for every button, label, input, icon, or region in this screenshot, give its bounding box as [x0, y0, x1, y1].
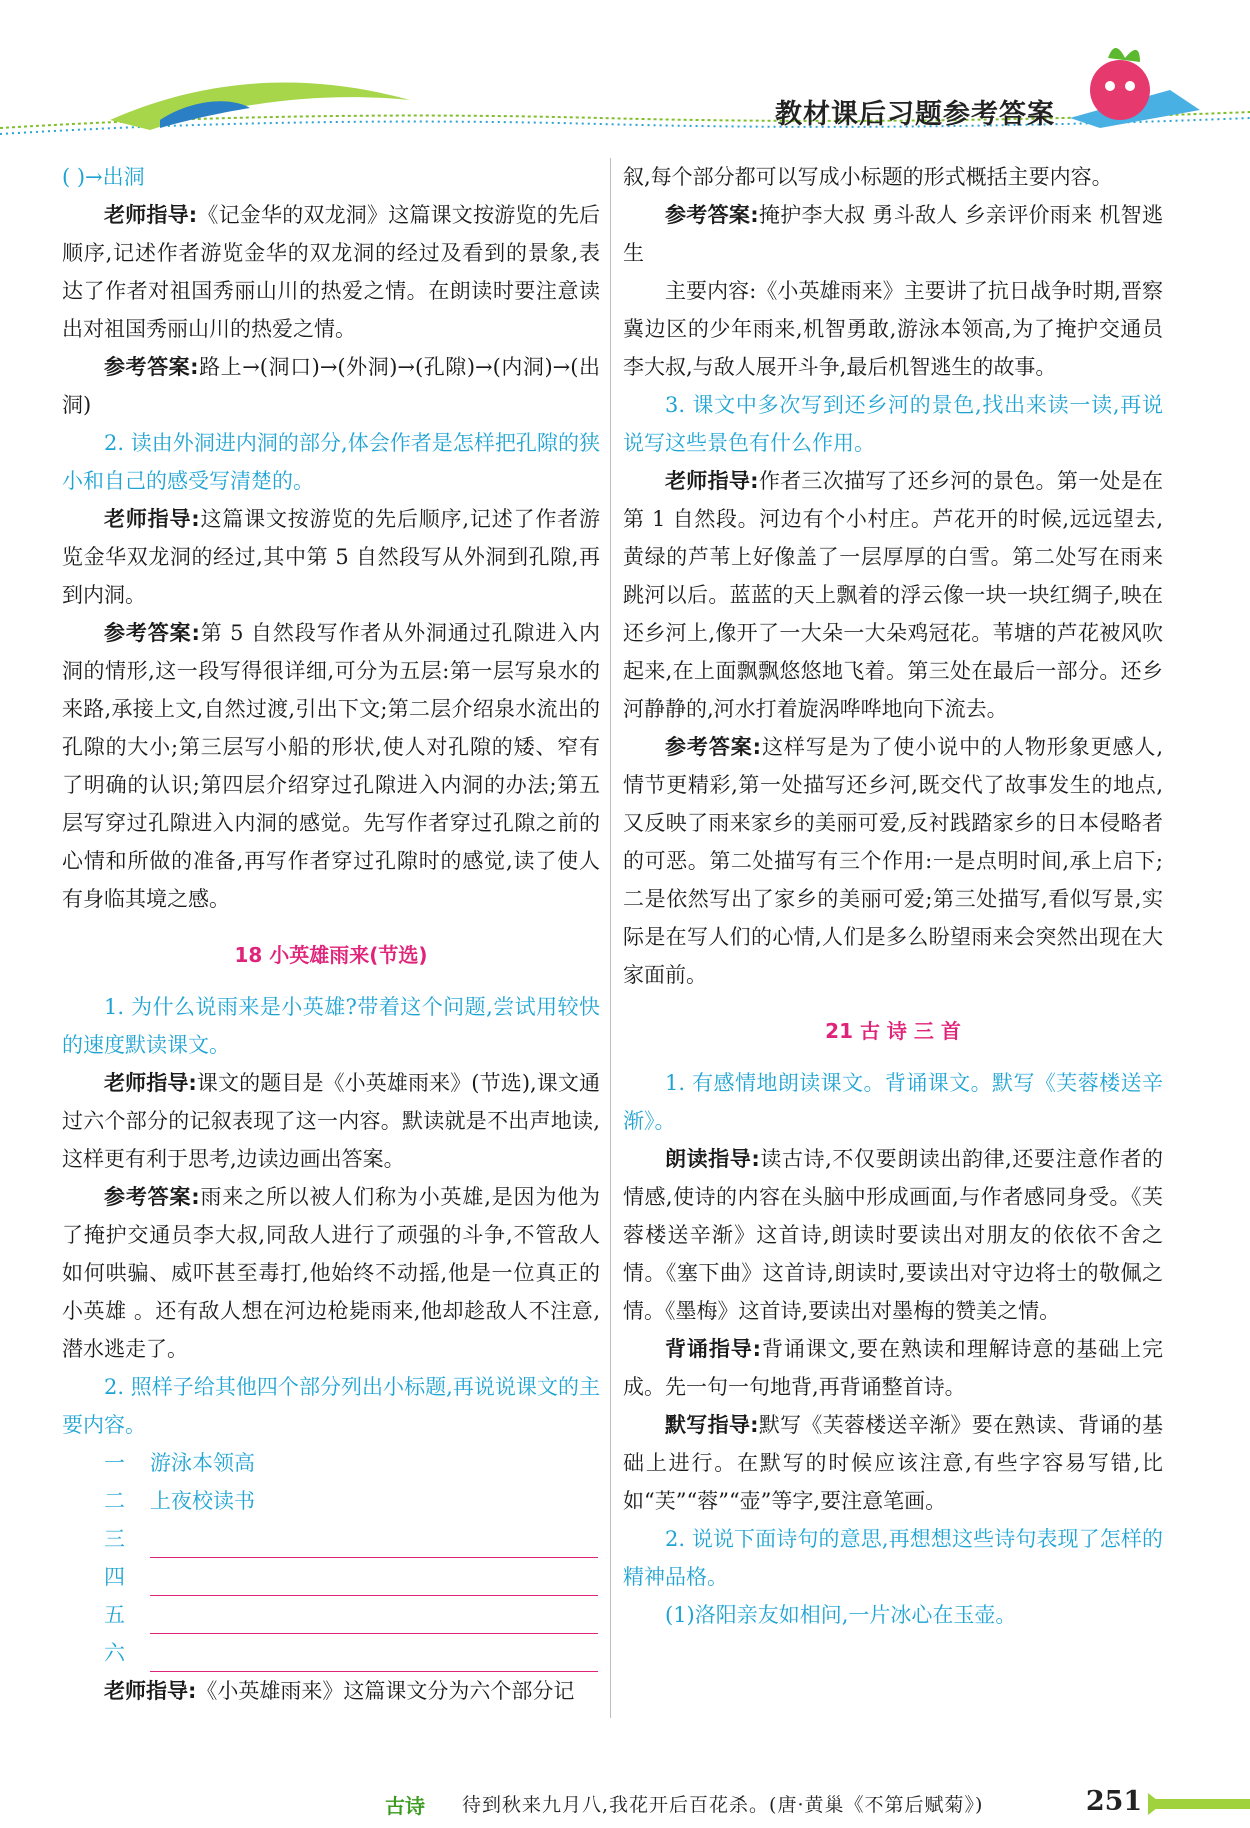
reference-answer-paragraph [62, 348, 600, 424]
label: 朗读指导: [665, 1147, 760, 1171]
section-title-18: 18 小英雄雨来(节选) [234, 943, 428, 967]
part-heading-row [62, 1444, 600, 1482]
part-title: 上夜校读书 [150, 1489, 255, 1513]
label: 参考答案: [104, 1185, 200, 1209]
part-title: 游泳本领高 [150, 1451, 255, 1475]
part-number: 五 [104, 1603, 125, 1627]
paragraph-text: 课文的题目是《小英雄雨来》(节选),课文通过六个部分的记叙表现了这一内容。默读就是不出声地读,这样更有利于思考,边读边画出答案。 [62, 1071, 600, 1171]
page-title: 教材课后习题参考答案 [775, 99, 1055, 130]
page-number: 251 [1085, 1786, 1143, 1817]
label: 背诵指导: [665, 1337, 762, 1361]
paragraph-text: 作者三次描写了还乡河的景色。第一处是在第 1 自然段。河边有个小村庄。芦花开的时候,远远望去,黄绿的芦苇上好像盖了一层厚厚的白雪。第二处写在雨来跳河以后。蓝蓝的天上飘着的浮云像一块一块红绸子,映在还乡河上,像开了一大朵一大朵鸡冠花。苇塘的芦花被风吹起来,在上面飘飘悠悠地飞着。第三处在最后一部分。还乡河静静的,河水打着旋涡哗哗地向下流去。 [623, 469, 1163, 721]
column-divider [610, 158, 611, 1718]
paragraph-continuation: 叙,每个部分都可以写成小标题的形式概括主要内容。 [623, 165, 1113, 189]
paragraph-text: 雨来之所以被人们称为小英雄,是因为他为了掩护交通员李大叔,同敌人进行了顽强的斗争,不管敌人如何哄骗、威吓甚至毒打,他始终不动摇,他是一位真正的小英雄 。还有敌人想在河边枪毙雨来,他却趁敌人不注意,潜水逃走了。 [62, 1185, 600, 1361]
label: 老师指导: [104, 507, 200, 531]
part-heading-row [62, 1520, 600, 1558]
leaf-ribbon-icon [110, 83, 410, 130]
question-3: 3. 课文中多次写到还乡河的景色,找出来读一读,再说说写这些景色有什么作用。 [623, 393, 1163, 455]
teacher-guide-paragraph [62, 1672, 600, 1710]
paragraph-text: 掩护李大叔 勇斗敌人 乡亲评价雨来 机智逃生 [623, 203, 1163, 265]
label: 参考答案: [665, 735, 762, 759]
blank-answer-line [150, 1643, 598, 1672]
question-21-1: 1. 有感情地朗读课文。背诵课文。默写《芙蓉楼送辛渐》。 [623, 1071, 1163, 1133]
section-title-21: 21 古 诗 三 首 [825, 1019, 961, 1043]
part-heading-row [62, 1596, 600, 1634]
paragraph-text: 《记金华的双龙洞》这篇课文按游览的先后顺序,记述作者游览金华的双龙洞的经过及看到的景象,表达了作者对祖国秀丽山川的热爱之情。在朗读时要注意读出对祖国秀丽山川的热爱之情。 [62, 203, 600, 341]
reference-answer-paragraph [623, 196, 1163, 272]
label: 老师指导: [104, 1071, 197, 1095]
question-21-2: 2. 说说下面诗句的意思,再想想这些诗句表现了怎样的精神品格。 [623, 1527, 1163, 1589]
question-21-2-item-1: (1)洛阳亲友如相问,一片冰心在玉壶。 [665, 1603, 1017, 1627]
blank-answer-line [150, 1605, 598, 1634]
label: 默写指导: [665, 1413, 759, 1437]
teacher-guide-paragraph [623, 462, 1163, 728]
footer-poem-quote: 待到秋来九月八,我花开后百花杀。(唐·黄巢《不第后赋菊》) [462, 1794, 984, 1816]
part-headings-list [62, 1444, 600, 1672]
reference-answer-paragraph [623, 728, 1163, 994]
teacher-guide-paragraph [62, 196, 600, 348]
blank-answer-line [150, 1567, 598, 1596]
left-column [62, 158, 600, 1710]
recitation-guide-paragraph [623, 1330, 1163, 1406]
label: 老师指导: [104, 203, 198, 227]
label: 参考答案: [104, 621, 200, 645]
part-heading-row [62, 1634, 600, 1672]
part-heading-row [62, 1558, 600, 1596]
part-number: 四 [104, 1565, 125, 1589]
footer-poem-label: 古诗 [385, 1794, 425, 1818]
main-content-paragraph: 主要内容:《小英雄雨来》主要讲了抗日战争时期,晋察冀边区的少年雨来,机智勇敢,游泳本领高,为了掩护交通员李大叔,与敌人展开斗争,最后机智逃生的故事。 [623, 279, 1163, 379]
reference-answer-paragraph [62, 1178, 600, 1368]
reading-guide-paragraph [623, 1140, 1163, 1330]
right-column [623, 158, 1163, 1634]
paragraph-text: 《小英雄雨来》这篇课文分为六个部分记 [196, 1679, 575, 1703]
question-18-1: 1. 为什么说雨来是小英雄?带着这个问题,尝试用较快的速度默读课文。 [62, 995, 600, 1057]
paragraph-text: 这篇课文按游览的先后顺序,记述了作者游览金华双龙洞的经过,其中第 5 自然段写从外洞到孔隙,再到内洞。 [62, 507, 600, 607]
paragraph-text: 读古诗,不仅要朗读出韵律,还要注意作者的情感,使诗的内容在头脑中形成画面,与作者感同身受。《芙蓉楼送辛渐》这首诗,朗读时要读出对朋友的依依不舍之情。《塞下曲》这首诗,朗读时,要读出对守边将士的敬佩之情。《墨梅》这首诗,要读出对墨梅的赞美之情。 [623, 1147, 1163, 1323]
paragraph-text: 背诵课文,要在熟读和理解诗意的基础上完成。先一句一句地背,再背诵整首诗。 [623, 1337, 1163, 1399]
label: 参考答案: [665, 203, 759, 227]
part-number: 六 [104, 1641, 125, 1665]
header-decoration [0, 0, 1250, 160]
radish-mascot-icon [1090, 60, 1150, 120]
label: 老师指导: [665, 469, 759, 493]
question-2: 2. 读由外洞进内洞的部分,体会作者是怎样把孔隙的狭小和自己的感受写清楚的。 [62, 431, 600, 493]
paragraph-text: 路上→(洞口)→(外洞)→(孔隙)→(内洞)→(出洞) [62, 355, 600, 417]
label: 老师指导: [104, 1679, 197, 1703]
part-number: 二 [104, 1489, 125, 1513]
question-18-2: 2. 照样子给其他四个部分列出小标题,再说说课文的主要内容。 [62, 1375, 600, 1437]
paragraph-text: 这样写是为了使小说中的人物形象更感人,情节更精彩,第一处描写还乡河,既交代了故事发生的地点,又反映了雨来家乡的美丽可爱,反衬践踏家乡的日本侵略者的可恶。第二处描写有三个作用:一是点明时间,承上启下;二是依然写出了家乡的美丽可爱;第三处描写,看似写景,实际是在写人们的心情,人们是多么盼望雨来会突然出现在大家面前。 [623, 735, 1163, 987]
answer-line-fragment: ( )→出洞 [62, 165, 145, 189]
dictation-guide-paragraph [623, 1406, 1163, 1520]
part-number: 三 [104, 1527, 125, 1551]
paragraph-text: 第 5 自然段写作者从外洞通过孔隙进入内洞的情形,这一段写得很详细,可分为五层:第一层写泉水的来路,承接上文,自然过渡,引出下文;第二层介绍泉水流出的孔隙的大小;第三层写小船的形状,使人对孔隙的矮、窄有了明确的认识;第四层介绍穿过孔隙进入内洞的办法;第五层写穿过孔隙进入内洞的感觉。先写作者穿过孔隙之前的心情和所做的准备,再写作者穿过孔隙时的感觉,读了使人有身临其境之感。 [62, 621, 600, 911]
label: 参考答案: [104, 355, 199, 379]
part-heading-row [62, 1482, 600, 1520]
teacher-guide-paragraph [62, 1064, 600, 1178]
paragraph-text: 默写《芙蓉楼送辛渐》要在熟读、背诵的基础上进行。在默写的时候应该注意,有些字容易写错,比如“芙”“蓉”“壶”等字,要注意笔画。 [623, 1413, 1163, 1513]
part-number: 一 [104, 1451, 125, 1475]
blank-answer-line [150, 1529, 598, 1558]
reference-answer-paragraph [62, 614, 600, 918]
teacher-guide-paragraph [62, 500, 600, 614]
page-header [0, 0, 1250, 160]
